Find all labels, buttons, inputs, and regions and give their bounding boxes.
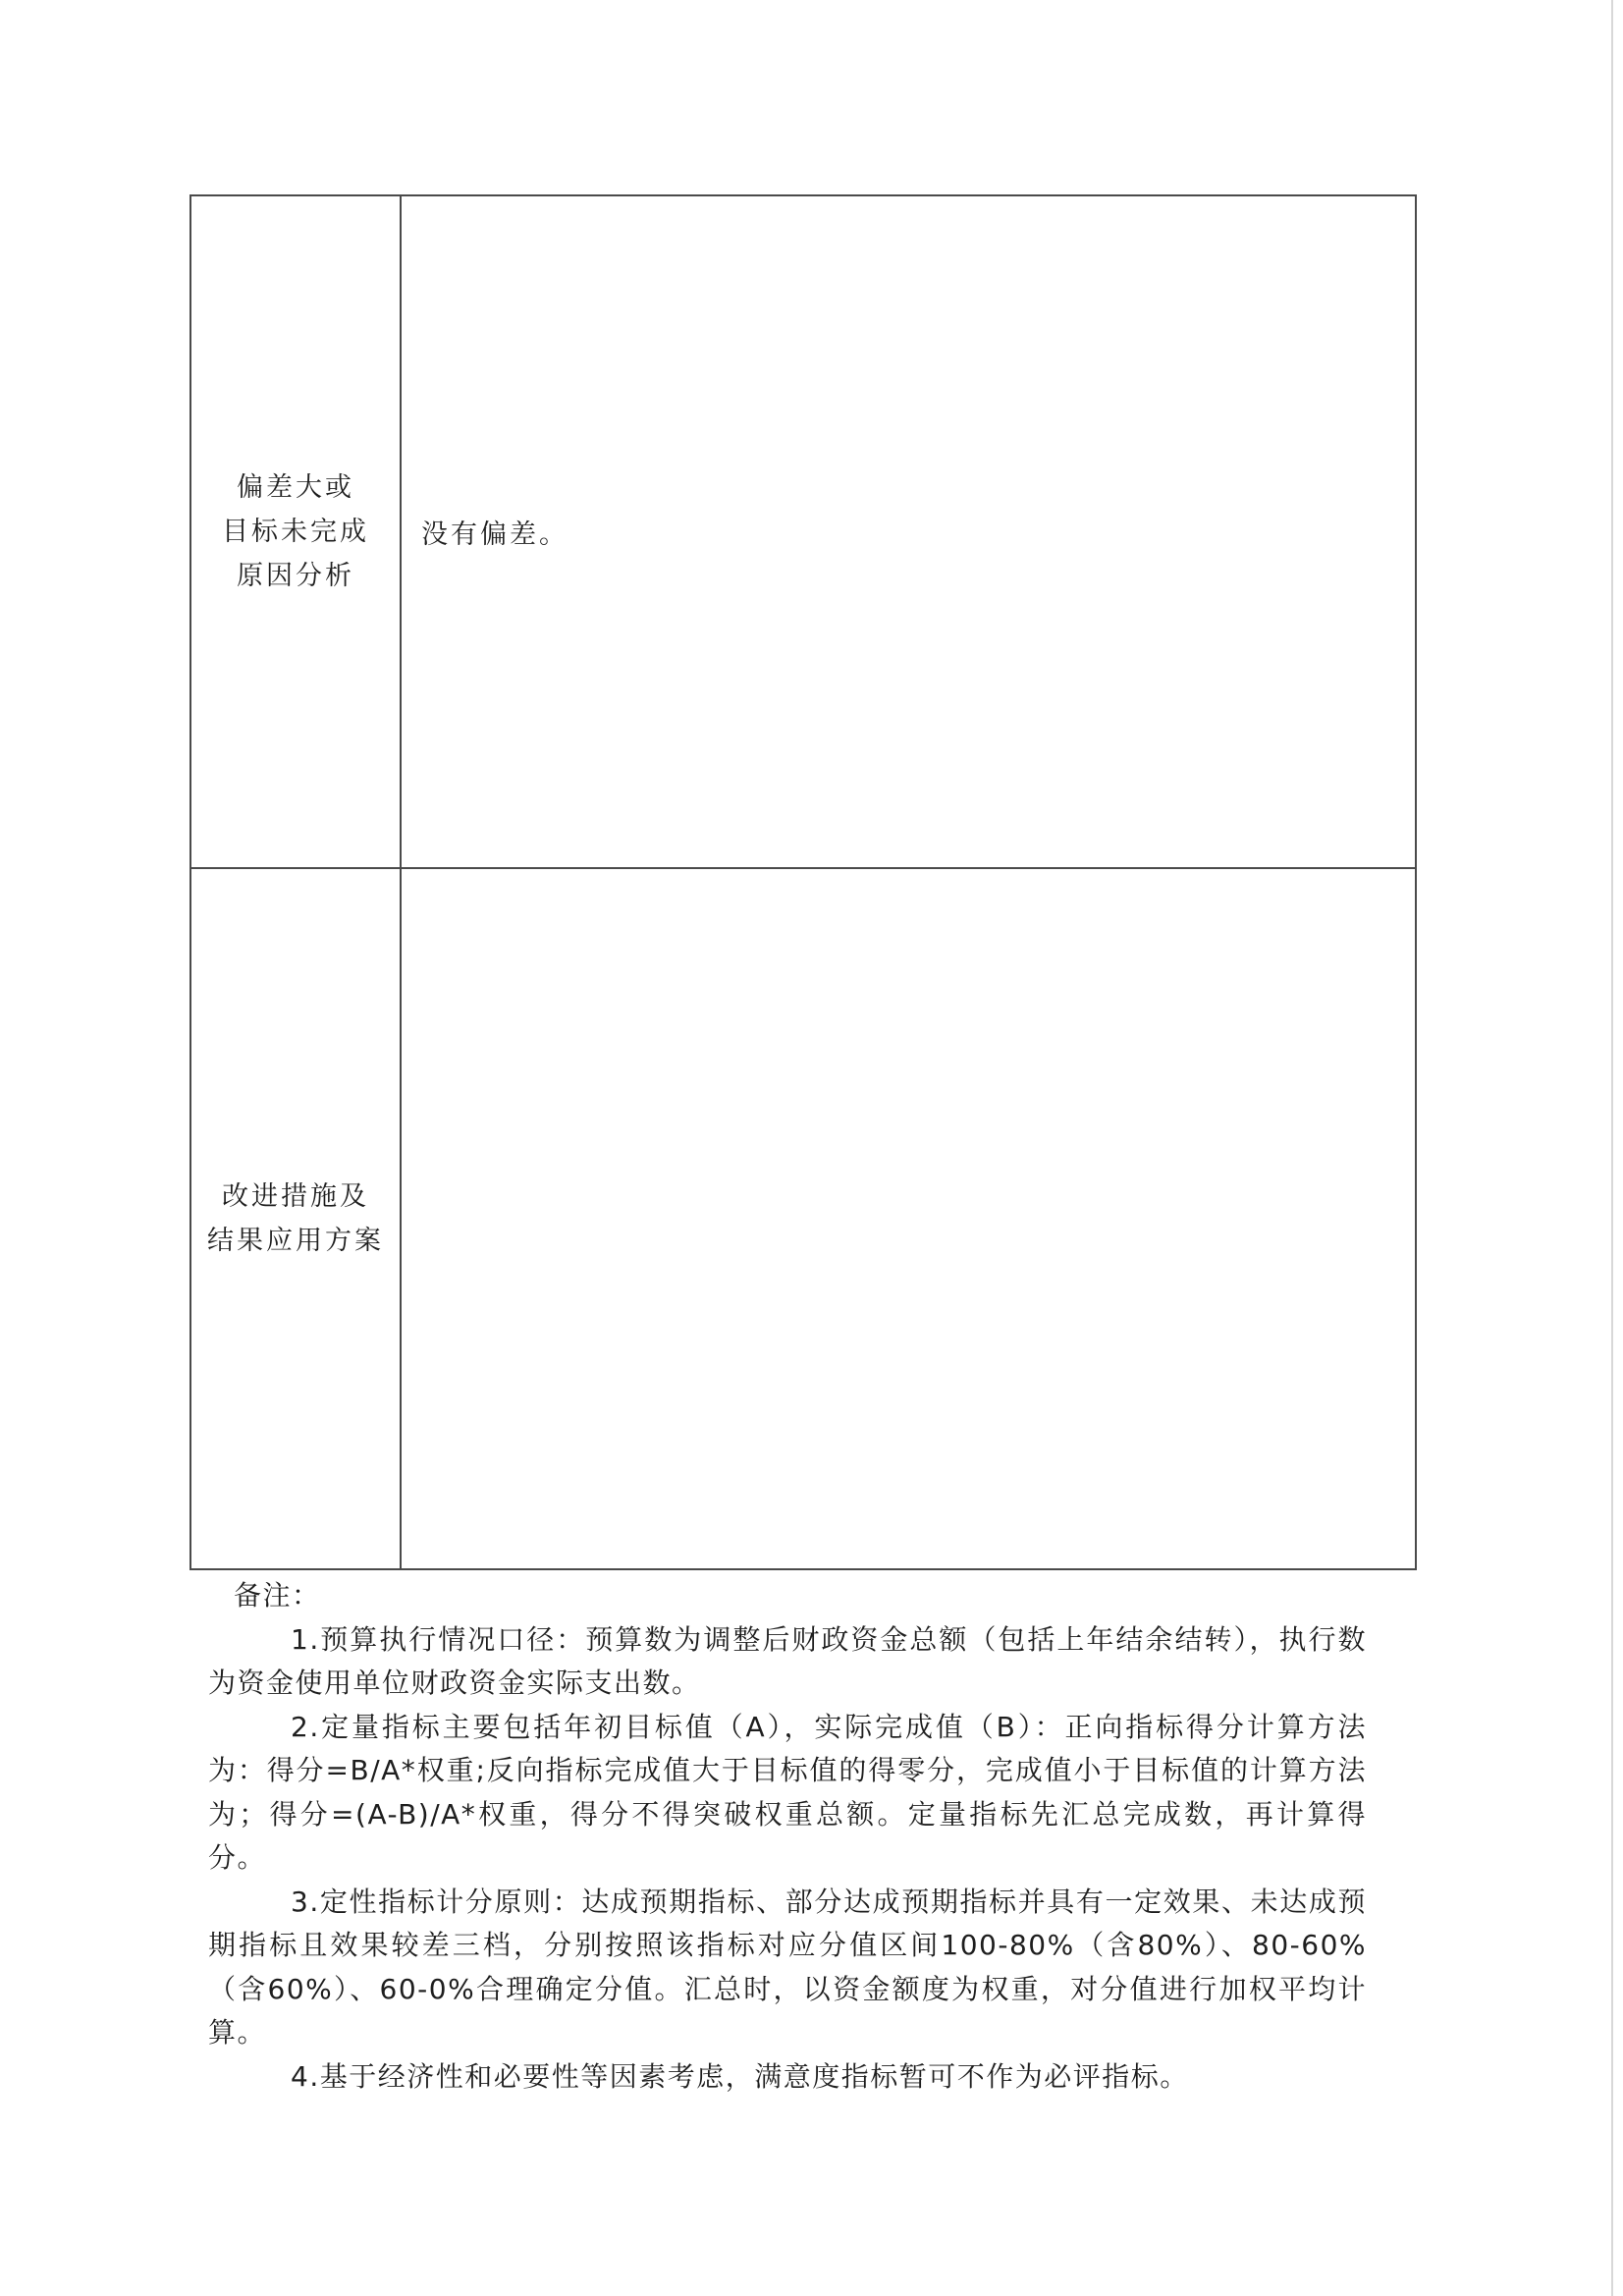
improvement-plan-content	[401, 868, 1416, 1569]
label-line: 改进措施及	[222, 1181, 369, 1212]
label-line: 结果应用方案	[207, 1226, 384, 1256]
note-item-1: 1.预算执行情况口径：预算数为调整后财政资金总额（包括上年结余结转），执行数为资金使用单位财政资金实际支出数。	[208, 1622, 1367, 1699]
deviation-analysis-content: 没有偏差。	[401, 195, 1416, 868]
evaluation-form-table	[189, 194, 1417, 1570]
table-row-deviation-analysis	[190, 195, 1416, 868]
notes-title: 备注：	[234, 1579, 321, 1612]
notes-section	[208, 1574, 1367, 2099]
table-row-improvement-plan	[190, 868, 1416, 1569]
deviation-analysis-label	[190, 195, 401, 868]
improvement-plan-label	[190, 868, 401, 1569]
note-item-3: 3.定性指标计分原则：达成预期指标、部分达成预期指标并具有一定效果、未达成预期指标且效果较差三档，分别按照该指标对应分值区间100-80%（含80%）、80-60%（含60%）、60-0%合理确定分值。汇总时，以资金额度为权重，对分值进行加权平均计算。	[208, 1885, 1367, 2049]
note-item-2: 2.定量指标主要包括年初目标值（A），实际完成值（B）：正向指标得分计算方法为：得分=B/A*权重;反向指标完成值大于目标值的得零分，完成值小于目标值的计算方法为；得分=(A-B)/A*权重，得分不得突破权重总额。定量指标先汇总完成数，再计算得分。	[208, 1710, 1367, 1874]
note-item-4: 4.基于经济性和必要性等因素考虑，满意度指标暂可不作为必评指标。	[291, 2059, 1189, 2093]
label-line: 目标未完成	[222, 517, 369, 547]
label-line: 原因分析	[237, 561, 354, 591]
label-line: 偏差大或	[237, 472, 354, 503]
page-edge-shadow	[1611, 0, 1613, 2296]
